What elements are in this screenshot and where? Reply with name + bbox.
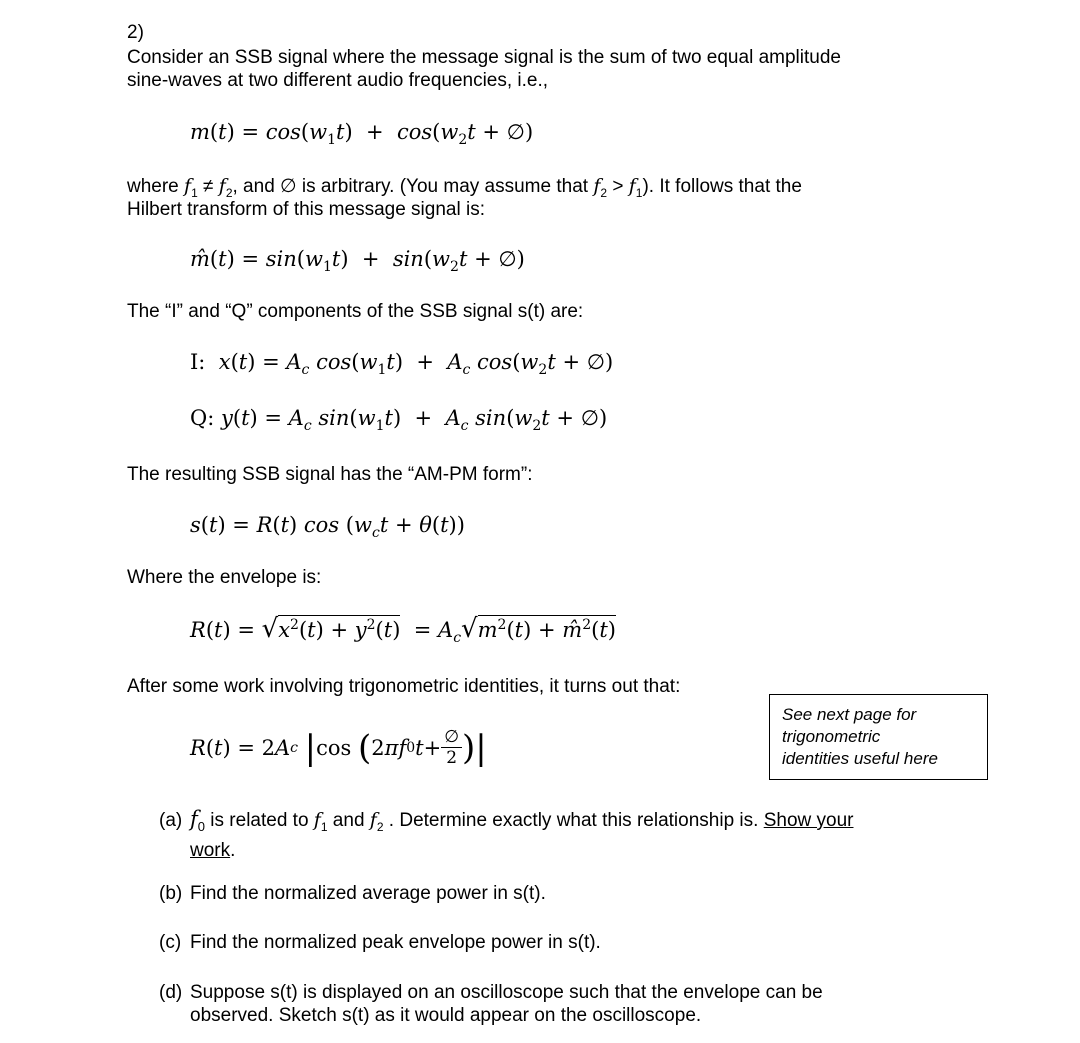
part-d: (d) Suppose s(t) is displayed on an oscilloscope such that the envelope can be observed. Sketch s(t) as it would appear on the oscilloscope. — [159, 982, 823, 1026]
part-c: (c) Find the normalized peak envelope power in s(t). — [159, 932, 601, 953]
part-d-label: (d) — [159, 982, 183, 1003]
ampm-intro: The resulting SSB signal has the “AM-PM form”: — [127, 464, 533, 485]
trig-intro: After some work involving trigonometric identities, it turns out that: — [127, 676, 681, 697]
part-b: (b) Find the normalized average power in s(t). — [159, 883, 546, 904]
problem-number: 2) — [127, 22, 144, 43]
part-a-label: (a) — [159, 810, 183, 831]
q-label: Q: — [190, 406, 215, 430]
iq-intro: The “I” and “Q” components of the SSB signal s(t) are: — [127, 301, 584, 322]
part-a: (a) $f_0$ is related to $f_1$ and $f_2$ . Determine exactly what this relationship is. Show your work. — [159, 807, 854, 861]
equation-hilbert-transform: m̂(t) = $\sin(w_1t) + \sin(w_2t$ + ∅) — [190, 247, 525, 276]
trig-identities-note — [769, 694, 988, 780]
part-b-label: (b) — [159, 883, 183, 904]
where-line-2: Hilbert transform of this message signal is: — [127, 199, 485, 220]
i-label: I: — [190, 350, 206, 374]
intro-line-1: Consider an SSB signal where the message signal is the sum of two equal amplitude — [127, 47, 841, 68]
equation-envelope-result: R ( t ) = 2 A c | cos ( 2 π f 0 t + $\frac{\emptyset}{2}$ ) | — [190, 727, 487, 768]
equation-am-pm-form: s(t) = R(t) $\cos (w_ct + \theta(t))$ — [190, 513, 465, 542]
equation-q-component: Q: $y(t) = A_c$ $\sin(w_1t) + A_c$ $\sin(w_2t$ + ∅) — [190, 406, 608, 435]
part-c-label: (c) — [159, 932, 182, 953]
note-line-3: identities useful here — [782, 749, 938, 768]
equation-i-component: I: $x(t) = A_c$ $\cos(w_1t) + A_c$ $\cos(w_2t$ + ∅) — [190, 350, 614, 379]
note-line-2: trigonometric — [782, 727, 881, 746]
equation-envelope: $R(t) = √x^2(t) + y^2(t) = A_c√m^2(t)$ + m̂$^2$(t) — [190, 614, 616, 647]
where-line-1: where $f_1 \ne f_2$, and ∅ is arbitrary. (You may assume that $f_2 > f_1$). It follows that the — [127, 175, 802, 200]
equation-message-signal: $m(t) = \cos(w_1t) + \cos(w_2t$ + ∅) — [190, 120, 534, 149]
intro-line-2: sine-waves at two different audio frequencies, i.e., — [127, 70, 549, 91]
envelope-intro: Where the envelope is: — [127, 567, 322, 588]
note-line-1: See next page for — [782, 705, 917, 724]
